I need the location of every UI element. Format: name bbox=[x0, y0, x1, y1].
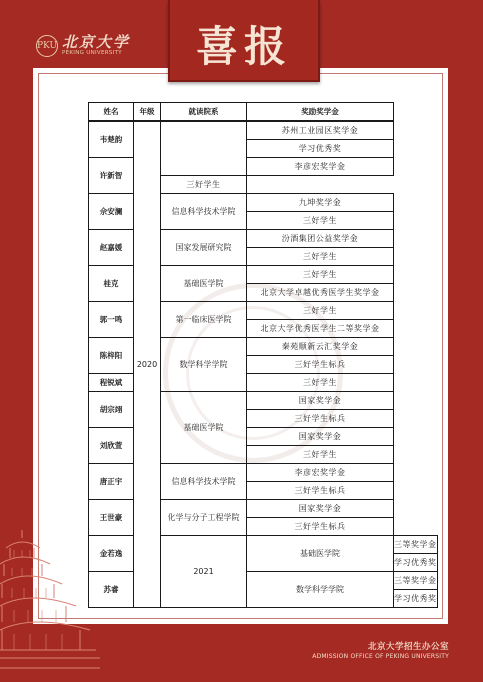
office-name-en: ADMISSION OFFICE OF PEKING UNIVERSITY bbox=[312, 653, 449, 660]
award-cell: 李彦宏奖学金 bbox=[247, 464, 394, 482]
student-name: 桂克 bbox=[89, 266, 134, 302]
student-name: 郭一鸣 bbox=[89, 302, 134, 338]
awards-table bbox=[88, 102, 438, 608]
college-cell: 数学科学学院 bbox=[161, 338, 247, 392]
award-cell: 三好学生 bbox=[247, 374, 394, 392]
award-cell: 三好学生 bbox=[247, 266, 394, 284]
title-banner bbox=[168, 0, 320, 82]
table-header-row bbox=[89, 103, 438, 122]
award-cell: 国家奖学金 bbox=[247, 500, 394, 518]
college-cell: 信息科学技术学院 bbox=[161, 194, 247, 230]
logo-en: PEKING UNIVERSITY bbox=[62, 50, 122, 56]
student-name: 韦楚韵 bbox=[89, 121, 134, 158]
college-cell: 基础医学院 bbox=[247, 536, 394, 572]
college-cell: 基础医学院 bbox=[161, 266, 247, 302]
college-cell: 数学科学学院 bbox=[247, 572, 394, 608]
student-name: 王世豪 bbox=[89, 500, 134, 536]
award-rows bbox=[89, 121, 438, 608]
student-name: 刘欣萱 bbox=[89, 428, 134, 464]
award-cell: 北京大学优秀医学生二等奖学金 bbox=[247, 320, 394, 338]
award-cell: 苏州工业园区奖学金 bbox=[247, 121, 394, 140]
logo-text bbox=[62, 34, 130, 57]
pagoda-illustration bbox=[0, 528, 100, 682]
college-cell: 信息科学技术学院 bbox=[161, 464, 247, 500]
pku-seal-icon: PKU bbox=[36, 35, 58, 57]
header-grade: 年级 bbox=[134, 103, 161, 122]
college-cell: 基础医学院 bbox=[161, 392, 247, 464]
student-name: 程锐斌 bbox=[89, 374, 134, 392]
announcement-paper bbox=[33, 68, 448, 624]
award-cell: 国家奖学金 bbox=[247, 428, 394, 446]
award-cell: 北京大学卓越优秀医学生奖学金 bbox=[247, 284, 394, 302]
award-cell: 三好学生 bbox=[161, 176, 247, 194]
award-cell: 学习优秀奖 bbox=[394, 590, 438, 608]
student-name: 佘安澜 bbox=[89, 194, 134, 230]
award-cell: 九坤奖学金 bbox=[247, 194, 394, 212]
student-name: 胡宗翊 bbox=[89, 392, 134, 428]
award-cell: 三好学生标兵 bbox=[247, 356, 394, 374]
award-cell: 三等奖学金 bbox=[394, 572, 438, 590]
award-cell: 三好学生 bbox=[247, 302, 394, 320]
header-college: 就读院系 bbox=[161, 103, 247, 122]
award-cell: 学习优秀奖 bbox=[394, 554, 438, 572]
award-cell: 三好学生 bbox=[247, 446, 394, 464]
college-cell: 国家发展研究院 bbox=[161, 230, 247, 266]
student-name: 陈梓阳 bbox=[89, 338, 134, 374]
logo-cn: 北京大学 bbox=[62, 33, 131, 51]
grade-cell: 2020 bbox=[134, 121, 161, 608]
award-cell: 秦苑顺新云汇奖学金 bbox=[247, 338, 394, 356]
header-name: 姓名 bbox=[89, 103, 134, 122]
award-cell: 汾酒集团公益奖学金 bbox=[247, 230, 394, 248]
header-award: 奖励奖学金 bbox=[247, 103, 394, 122]
award-cell: 三等奖学金 bbox=[394, 536, 438, 554]
page-title: 喜报 bbox=[195, 22, 292, 71]
peking-university-logo bbox=[36, 34, 130, 57]
award-cell: 三好学生 bbox=[247, 212, 394, 230]
grade-cell: 2021 bbox=[161, 536, 247, 608]
office-name-cn: 北京大学招生办公室 bbox=[367, 642, 449, 652]
student-name: 赵嘉媛 bbox=[89, 230, 134, 266]
award-cell: 国家奖学金 bbox=[247, 392, 394, 410]
college-cell: 化学与分子工程学院 bbox=[161, 500, 247, 536]
student-name: 许新智 bbox=[89, 158, 134, 194]
student-name: 唐正宇 bbox=[89, 464, 134, 500]
award-cell: 学习优秀奖 bbox=[247, 140, 394, 158]
award-cell: 三好学生标兵 bbox=[247, 518, 394, 536]
table-row bbox=[89, 121, 438, 140]
award-cell: 三好学生标兵 bbox=[247, 410, 394, 428]
award-cell: 三好学生标兵 bbox=[247, 482, 394, 500]
college-cell bbox=[161, 121, 247, 176]
student-name: 苏睿 bbox=[89, 572, 134, 608]
college-cell: 第一临床医学院 bbox=[161, 302, 247, 338]
student-name: 金若逸 bbox=[89, 536, 134, 572]
award-cell: 三好学生 bbox=[247, 248, 394, 266]
award-cell: 李彦宏奖学金 bbox=[247, 158, 394, 176]
